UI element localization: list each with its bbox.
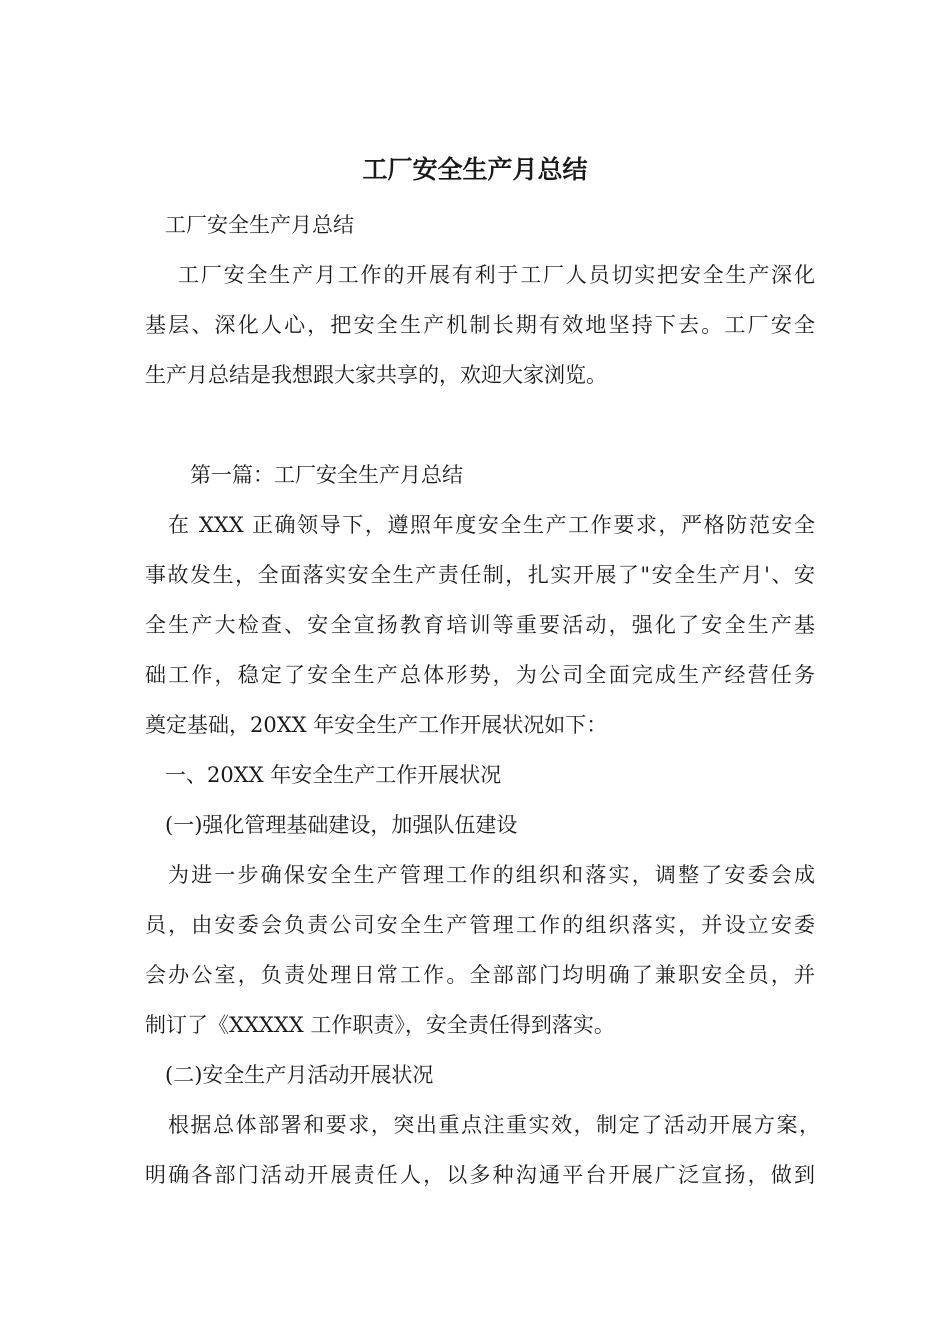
document-title: 工厂安全生产月总结 [362,155,588,184]
para1-line-1: 在 XXX 正确领导下，遵照年度安全生产工作要求，严格防范安全 [168,513,815,537]
intro-line-1: 工厂安全生产月工作的开展有利于工厂人员切实把安全生产深化 [178,263,815,287]
para1-line-5: 奠定基础，20XX 年安全生产工作开展状况如下： [145,713,608,737]
para1-line-4: 础工作，稳定了安全生产总体形势，为公司全面完成生产经营任务 [145,663,815,687]
para3-line-2: 明确各部门活动开展责任人，以多种沟通平台开展广泛宣扬，做到 [145,1163,815,1187]
subheading-2: (二)安全生产月活动开展状况 [165,1063,434,1087]
para1-line-2: 事故发生，全面落实安全生产责任制，扎实开展了"安全生产月'、安 [145,563,815,587]
para2-line-1: 为进一步确保安全生产管理工作的组织和落实，调整了安委会成 [168,863,815,887]
para2-line-4: 制订了《XXXXX 工作职责》，安全责任得到落实。 [145,1013,615,1037]
intro-line-2: 基层、深化人心，把安全生产机制长期有效地坚持下去。工厂安全 [145,313,815,337]
section-heading: 第一篇：工厂安全生产月总结 [190,463,463,487]
subtitle-line: 工厂安全生产月总结 [165,213,354,237]
intro-line-3: 生产月总结是我想跟大家共享的，欢迎大家浏览。 [145,363,607,387]
para1-line-3: 全生产大检查、安全宣扬教育培训等重要活动，强化了安全生产基 [145,613,815,637]
heading-1: 一、20XX 年安全生产工作开展状况 [165,763,502,787]
para3-line-1: 根据总体部署和要求，突出重点注重实效，制定了活动开展方案， [168,1113,820,1137]
para2-line-3: 会办公室，负责处理日常工作。全部部门均明确了兼职安全员，并 [145,963,815,987]
para2-line-2: 员，由安委会负责公司安全生产管理工作的组织落实，并设立安委 [145,913,815,937]
subheading-1: (一)强化管理基础建设，加强队伍建设 [165,813,518,837]
